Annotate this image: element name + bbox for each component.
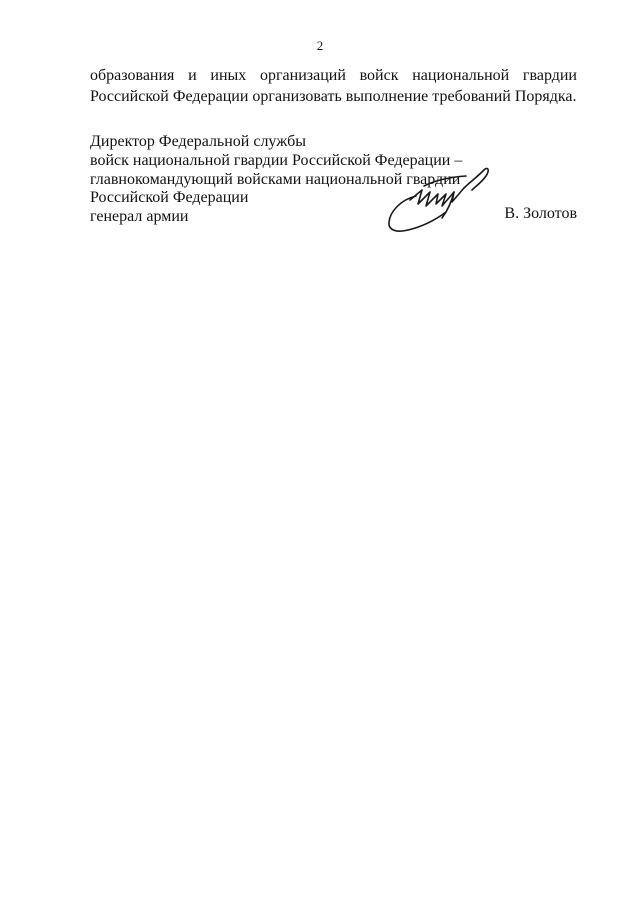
body-line-2: Российской Федерации организовать выполнение требований Порядка.: [90, 88, 577, 105]
signer-title-line-3: главнокомандующий войсками национальной гвардии: [90, 170, 461, 188]
signer-title-line-2: войск национальной гвардии Российской Федерации –: [90, 151, 463, 169]
signer-rank: генерал армии: [90, 208, 189, 226]
signer-title-line-4: Российской Федерации: [90, 189, 249, 207]
page-number: 2: [316, 38, 324, 53]
handwritten-signature-icon: [380, 160, 500, 240]
body-line-1: образования и иных организаций войск национальной гвардии: [90, 67, 577, 84]
signer-title-line-1: Директор Федеральной службы: [90, 133, 306, 150]
body-paragraph: [90, 65, 577, 107]
signer-name: В. Золотов: [504, 205, 577, 222]
